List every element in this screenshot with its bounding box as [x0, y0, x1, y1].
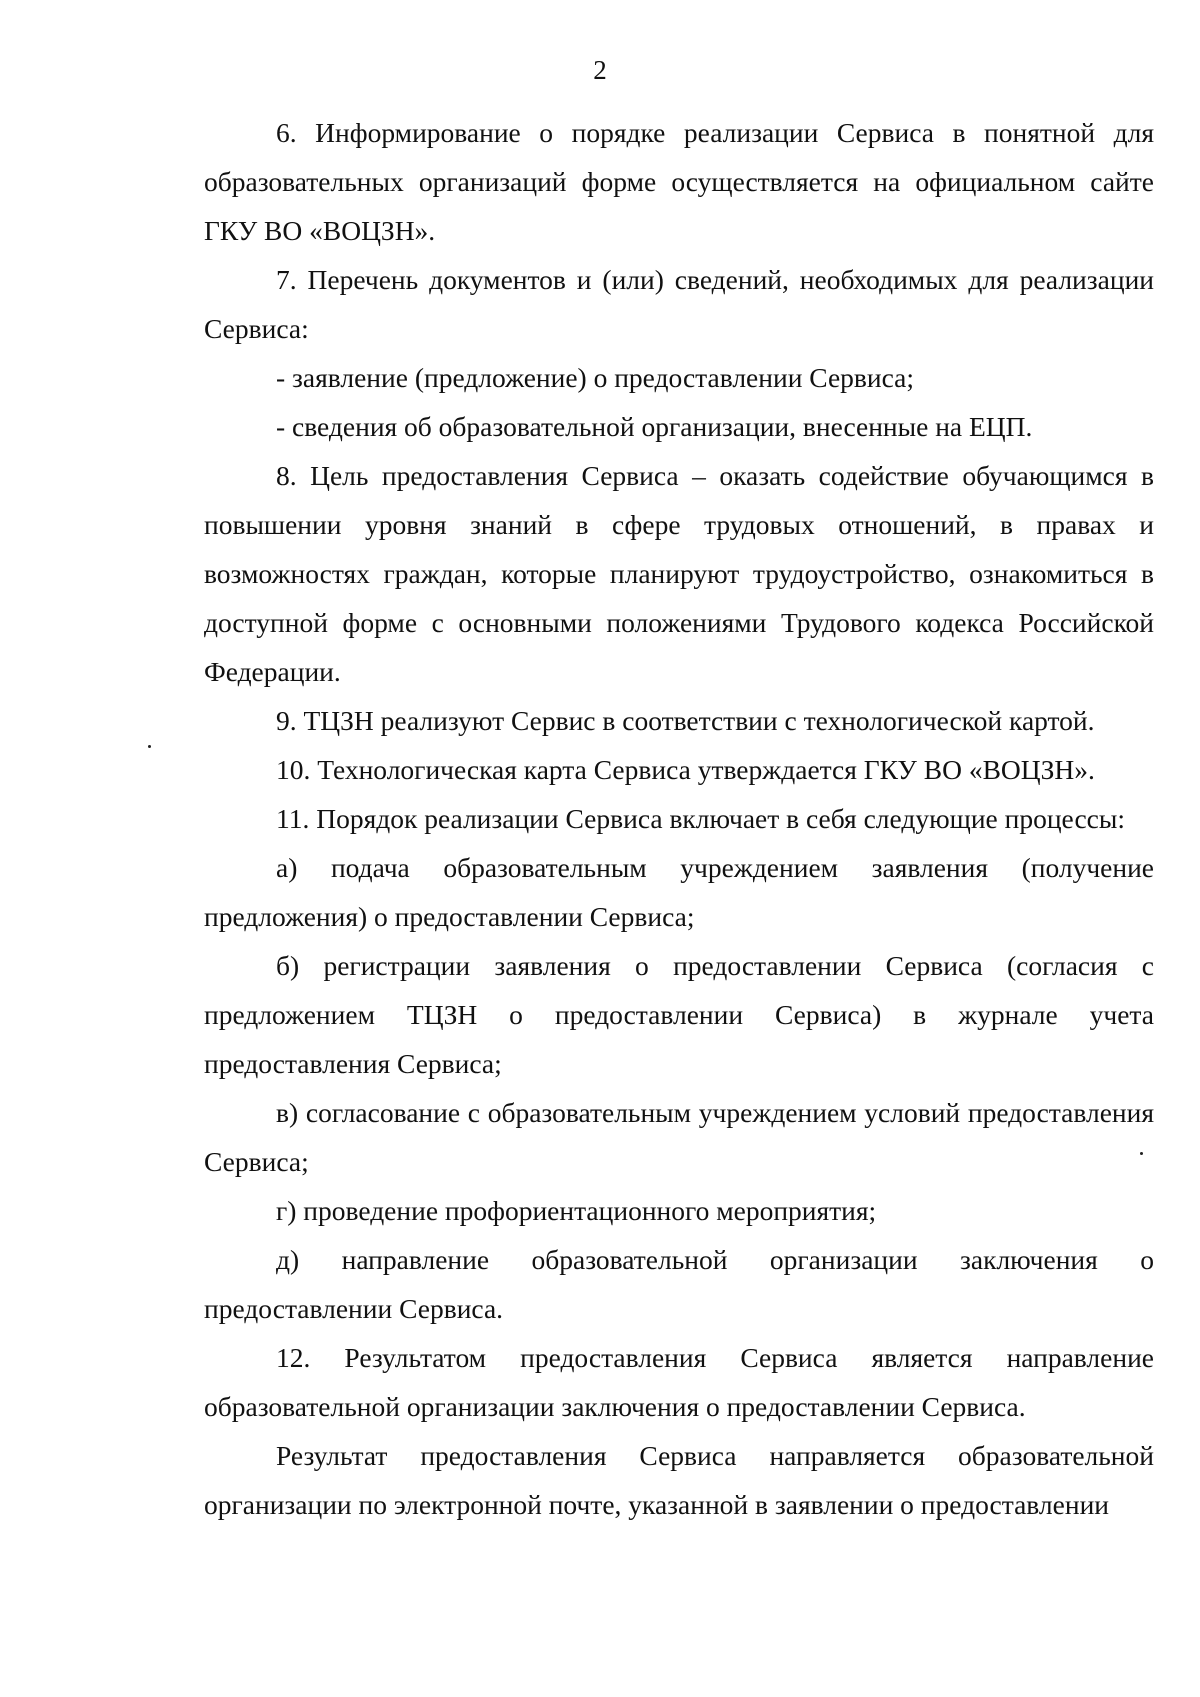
scan-speck: [148, 745, 151, 748]
paragraph-result: Результат предоставления Сервиса направляется образовательной организации по электронной почте, указанной в заявлении о предоставлении: [204, 1440, 1154, 1520]
process-item-b: б) регистрации заявления о предоставлении Сервиса (согласия с предложением ТЦЗН о предоставлении Сервиса) в журнале учета предоставления Сервиса;: [204, 950, 1154, 1079]
list-item-organization-info: - сведения об образовательной организации, внесенные на ЕЦП.: [276, 411, 1033, 442]
paragraph-10: 10. Технологическая карта Сервиса утверждается ГКУ ВО «ВОЦЗН».: [276, 754, 1095, 785]
scan-speck: [1140, 1152, 1143, 1155]
process-item-a: а) подача образовательным учреждением заявления (получение предложения) о предоставлении Сервиса;: [204, 852, 1154, 932]
paragraph-8: 8. Цель предоставления Сервиса – оказать содействие обучающимся в повышении уровня знаний в сфере трудовых отношений, в правах и возможностях граждан, которые планируют трудоустройство, ознакомиться в доступной форме с основными положениями Трудового кодекса Российской Федерации.: [204, 460, 1154, 687]
process-item-d: д) направление образовательной организации заключения о предоставлении Сервиса.: [204, 1244, 1154, 1324]
process-item-v: в) согласование с образовательным учреждением условий предоставления Сервиса;: [204, 1097, 1154, 1177]
list-item-application: - заявление (предложение) о предоставлении Сервиса;: [276, 362, 915, 393]
paragraph-7: 7. Перечень документов и (или) сведений, необходимых для реализации Сервиса:: [204, 264, 1154, 344]
page-number: 2: [593, 55, 607, 85]
process-item-g: г) проведение профориентационного мероприятия;: [276, 1195, 877, 1226]
paragraph-6: 6. Информирование о порядке реализации Сервиса в понятной для образовательных организаций форме осуществляется на официальном сайте ГКУ ВО «ВОЦЗН».: [204, 117, 1154, 246]
paragraph-12: 12. Результатом предоставления Сервиса является направление образовательной организации заключения о предоставлении Сервиса.: [204, 1342, 1154, 1422]
document-body: [204, 108, 1154, 1529]
paragraph-9: 9. ТЦЗН реализуют Сервис в соответствии с технологической картой.: [276, 705, 1095, 736]
paragraph-11: 11. Порядок реализации Сервиса включает в себя следующие процессы:: [276, 803, 1125, 834]
